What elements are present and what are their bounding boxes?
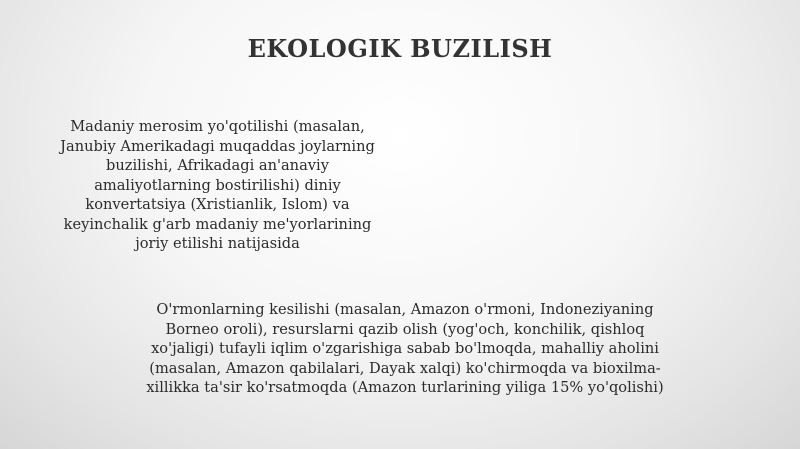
text-line: buzilishi, Afrikadagi an'anaviy bbox=[106, 157, 329, 174]
text-line: Janubiy Amerikadagi muqaddas joylarning bbox=[60, 137, 375, 155]
text-line: Borneo oroli), resurslarni qazib olish (yog'och, konchilik, qishloq bbox=[165, 320, 645, 338]
text-line: konvertatsiya (Xristianlik, Islom) va bbox=[85, 196, 350, 213]
text-line: xo'jaligi) tufayli iqlim o'zgarishiga sabab bo'lmoqda, mahalliy aholini bbox=[151, 340, 659, 357]
text-line: joriy etilishi natijasida bbox=[135, 235, 300, 252]
text-line: O'rmonlarning kesilishi (masalan, Amazon o'rmoni, Indoneziyaning bbox=[156, 301, 654, 318]
text-line: keyinchalik g'arb madaniy me'yorlarining bbox=[63, 215, 372, 233]
paragraph-cultural-heritage bbox=[50, 117, 385, 254]
text-line: xillikka ta'sir ko'rsatmoqda (Amazon turlarining yiliga 15% yo'qolishi) bbox=[146, 379, 664, 396]
text-line: (masalan, Amazon qabilalari, Dayak xalqi) ko'chirmoqda va bioxilma- bbox=[149, 359, 661, 377]
paragraph-deforestation bbox=[140, 300, 670, 398]
slide-title: EKOLOGIK BUZILISH bbox=[247, 34, 553, 63]
text-line: amaliyotlarning bostirilishi) diniy bbox=[94, 176, 341, 194]
text-line: Madaniy merosim yo'qotilishi (masalan, bbox=[70, 118, 365, 135]
